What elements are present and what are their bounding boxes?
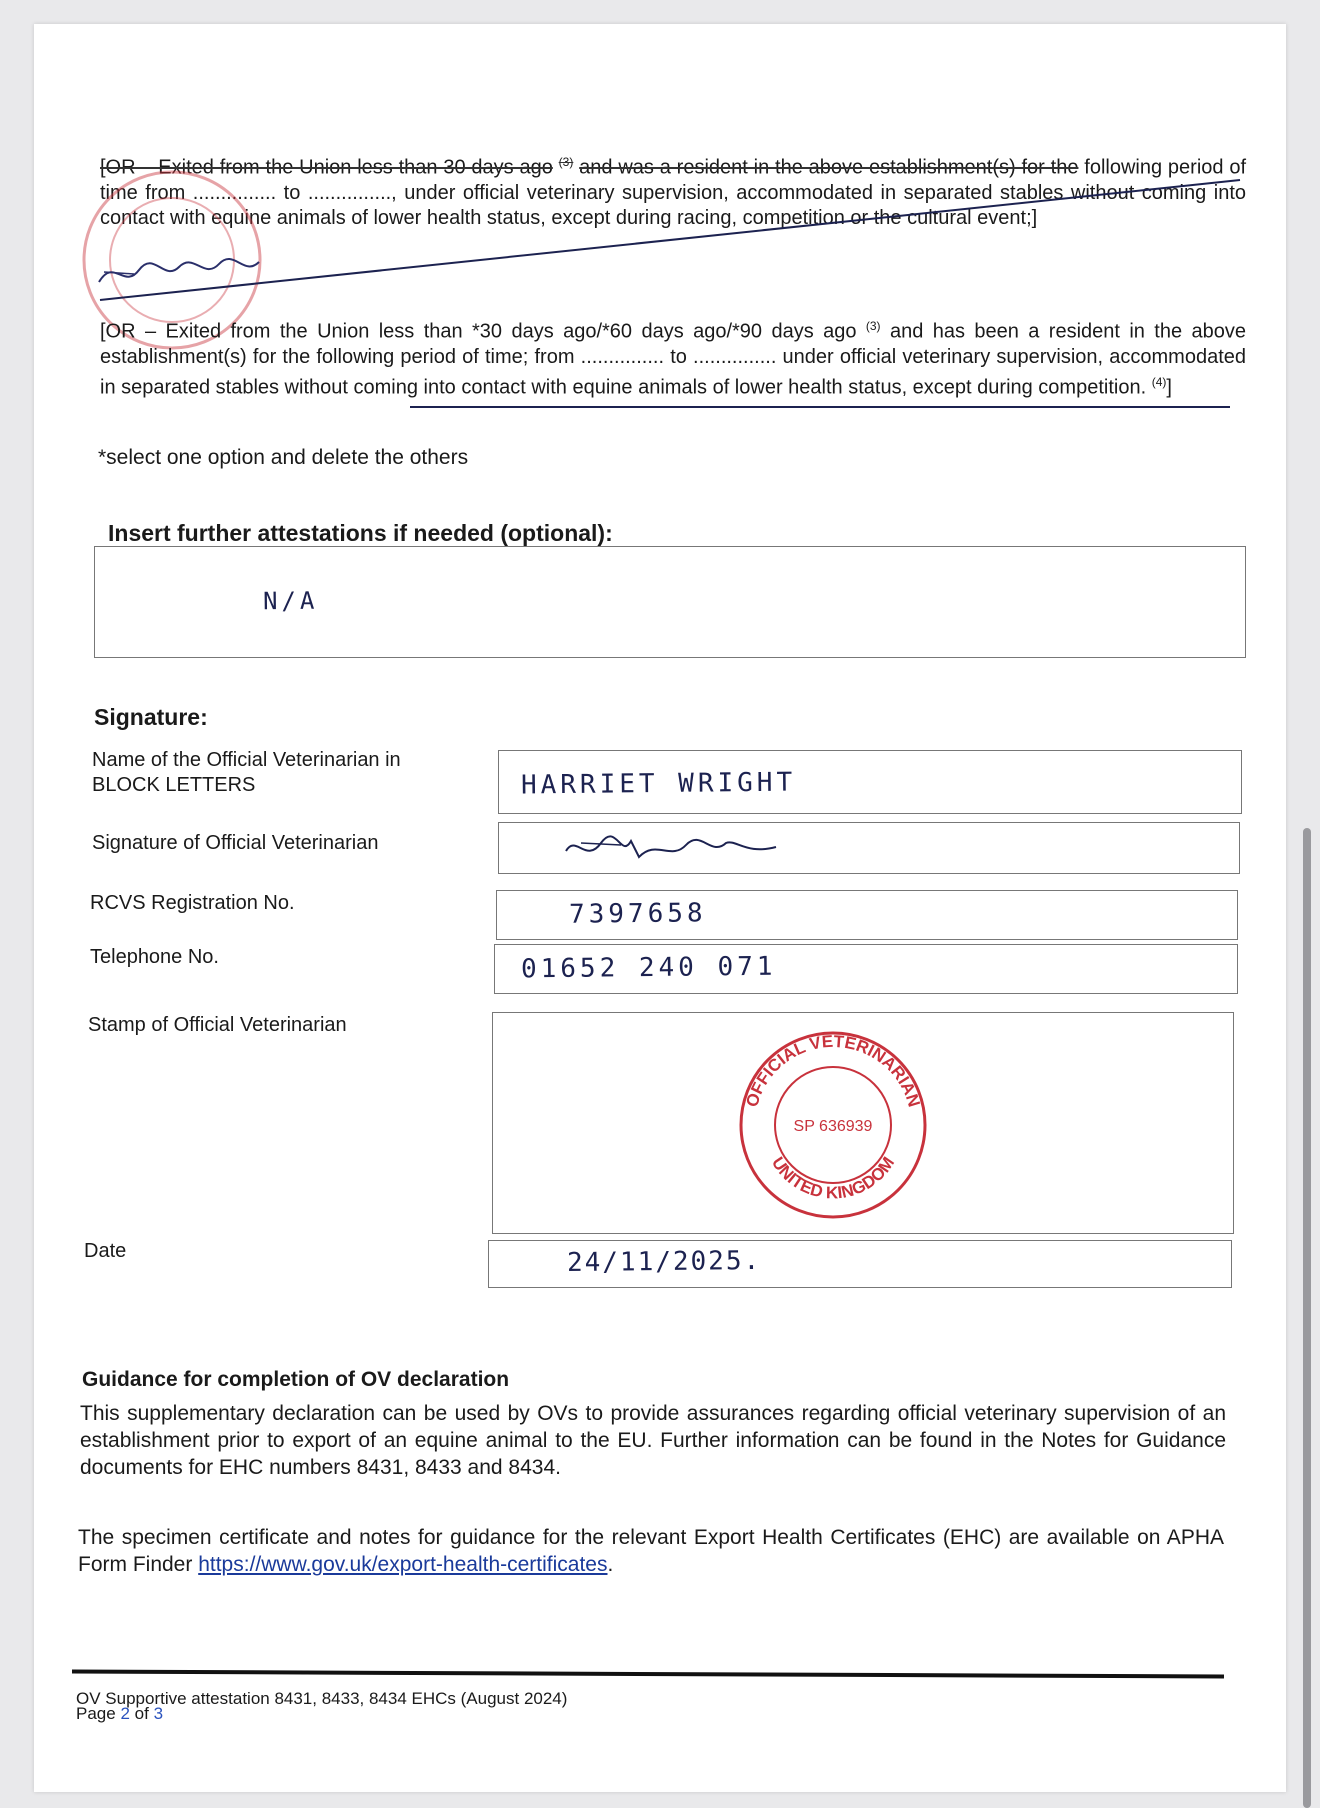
option-a-rest: following period of time from ............... to ..............., under official veterinary supervision, accommodated in separated stables without coming into contact with equine animals of lower health status, except during racing, competition or the cultural event;] [100, 156, 1247, 229]
date-value: 24/11/2025. [566, 1245, 762, 1279]
stamp-ring-bottom: UNITED KINGDOM [767, 1153, 899, 1203]
phone-label: Telephone No. [90, 946, 219, 968]
guidance-title: Guidance for completion of OV declaration [82, 1368, 510, 1391]
name-value: HARRIET WRIGHT [520, 767, 797, 801]
stamp-number: SP 636939 [793, 1118, 873, 1135]
option-b-paragraph: [OR – Exited from the Union less than *30 days ago/*60 days ago/*90 days ago $^{(3)}$ and has been a resident in the above establishment(s) for the following period of time; from ............... to ............... under official veterinary supervision, accommodated in separated stables without coming into contact with equine animals of lower health status, except during competition. $^{(4)}$] [100, 319, 1246, 399]
signature-label: Signature of Official Veterinarian [92, 832, 379, 854]
further-attestations-heading: Insert further attestations if needed (optional): [108, 520, 613, 546]
name-label: Name of the Official Veterinarian in BLOCK LETTERS [92, 749, 401, 796]
svg-text:OFFICIAL VETERINARIAN [742, 1032, 923, 1109]
footer-doc-ref: OV Supportive attestation 8431, 8433, 8434 EHCs (August 2024) [76, 1689, 568, 1708]
further-attestations-field[interactable] [94, 546, 1246, 658]
stamp-label: Stamp of Official Veterinarian [88, 1014, 347, 1036]
export-health-certificates-link[interactable]: https://www.gov.uk/export-health-certificates [198, 1553, 608, 1576]
rcvs-field[interactable] [496, 890, 1238, 940]
guidance-paragraph-1: This supplementary declaration can be used by OVs to provide assurances regarding official veterinary supervision of an establishment prior to export of an equine animal to the EU. Further information can be found in the Notes for Guidance documents for EHC numbers 8431, 8433 and 8434. [80, 1402, 1226, 1479]
phone-value: 01652 240 071 [520, 951, 777, 985]
footer-page-number: Page 2 of 3 [76, 1704, 164, 1723]
date-field[interactable] [488, 1240, 1232, 1288]
option-a-text: [OR – Exited from the Union less than 30 days ago [100, 156, 553, 179]
scrollbar[interactable] [1303, 828, 1311, 1808]
rcvs-value: 7397658 [568, 898, 707, 930]
stamp-ring-top: OFFICIAL VETERINARIAN [742, 1031, 924, 1110]
further-attestations-value: N/A [262, 586, 319, 616]
signature-heading: Signature: [94, 704, 208, 730]
stamp-field[interactable] [492, 1012, 1234, 1234]
name-field[interactable] [498, 750, 1242, 814]
signature-image [561, 829, 781, 867]
guidance-paragraph-2: The specimen certificate and notes for guidance for the relevant Export Health Certificates (EHC) are available on APHA Form Finder https://www.gov.uk/export-health-certificates. [78, 1526, 1224, 1576]
official-veterinarian-stamp [733, 1025, 933, 1225]
svg-text:UNITED KINGDOM [768, 1153, 898, 1202]
date-label: Date [84, 1240, 127, 1262]
signature-field[interactable] [498, 822, 1240, 874]
phone-field[interactable] [494, 944, 1238, 994]
select-note: *select one option and delete the others [98, 446, 469, 469]
rcvs-label: RCVS Registration No. [90, 892, 295, 914]
option-a-paragraph: [OR – Exited from the Union less than 30 days ago $^{(3)}$ and was a resident in the above establishment(s) for the following period of time from ............... to ..............., under official veterinary supervision, accommodated in separated stables without coming into contact with equine animals of lower health status, except during racing, competition or the cultural event;] [100, 155, 1247, 229]
